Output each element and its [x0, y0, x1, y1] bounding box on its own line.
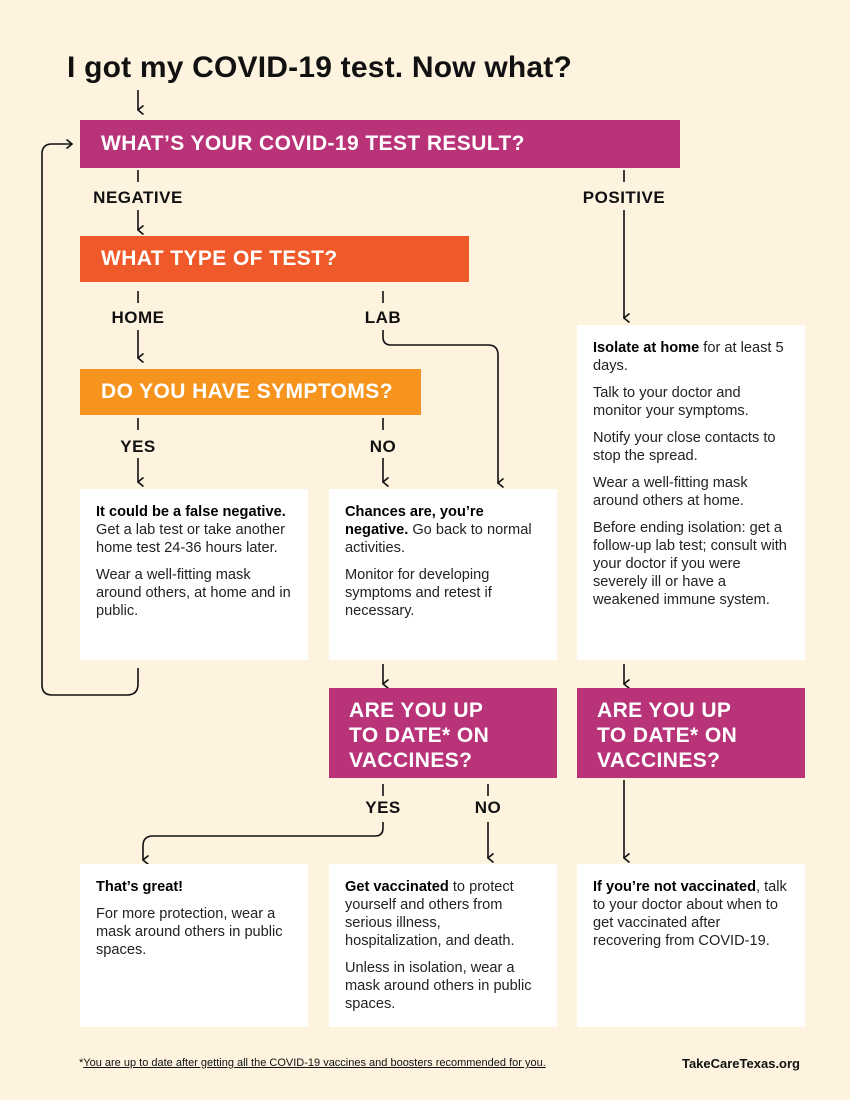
question-vaccines-left-line1: ARE YOU UP	[349, 699, 484, 722]
get-vaccinated-text: to protect yourself and others from serious illness, hospitalization, and death.	[345, 879, 515, 949]
question-test-type	[80, 236, 469, 282]
footnote	[79, 1057, 546, 1069]
positive-doctor: Talk to your doctor and monitor your symptoms.	[593, 385, 749, 419]
get-vaccinated-mask: Unless in isolation, wear a mask around others in public spaces.	[345, 960, 532, 1012]
positive-heading: Isolate at home	[593, 340, 700, 356]
false-negative-text: Get a lab test or take another home test 24-36 hours later.	[96, 522, 286, 556]
question-vaccines-left-line3: VACCINES?	[349, 749, 473, 772]
positive-mask: Wear a well-fitting mask around others at home.	[593, 475, 748, 509]
positive-ending-isolation: Before ending isolation: get a follow-up lab test; consult with your doctor if you were severely ill or have a weakened immune system.	[593, 520, 787, 608]
label-symptoms-yes: YES	[120, 437, 156, 456]
label-lab: LAB	[364, 308, 402, 327]
label-symptoms-no: NO	[369, 437, 397, 456]
box-great	[80, 864, 308, 1027]
not-vaccinated-heading: If you’re not vaccinated	[593, 879, 757, 895]
question-test-type-text: WHAT TYPE OF TEST?	[101, 247, 338, 270]
not-vaccinated-text: , talk to your doctor about when to get vaccinated after recovering from COVID-19.	[593, 879, 787, 949]
negative-heading: Chances are, you’re negative.	[345, 504, 484, 538]
website-link[interactable]: TakeCareTexas.org	[681, 1056, 800, 1071]
question-vaccines-right-line3: VACCINES?	[597, 749, 721, 772]
positive-contacts: Notify your close contacts to stop the spread.	[593, 430, 776, 464]
question-vaccines-right-line1: ARE YOU UP	[597, 699, 732, 722]
negative-monitor: Monitor for developing symptoms and retest if necessary.	[345, 567, 492, 619]
label-vaccines-yes: YES	[365, 798, 401, 817]
label-vaccines-no: NO	[474, 798, 502, 817]
get-vaccinated-heading: Get vaccinated	[345, 879, 449, 895]
positive-text: for at least 5 days.	[593, 340, 784, 374]
question-vaccines-left	[329, 688, 557, 778]
label-negative: NEGATIVE	[93, 188, 183, 207]
question-test-result-text: WHAT’S YOUR COVID-19 TEST RESULT?	[101, 132, 525, 155]
false-negative-mask: Wear a well-fitting mask around others, at home and in public.	[96, 567, 291, 619]
great-text: For more protection, wear a mask around others in public spaces.	[96, 906, 283, 958]
box-negative	[329, 489, 557, 660]
question-vaccines-right	[577, 688, 805, 778]
question-vaccines-right-line2: TO DATE* ON	[597, 724, 738, 747]
false-negative-heading: It could be a false negative.	[96, 504, 286, 520]
box-positive	[577, 325, 805, 660]
box-not-vaccinated	[577, 864, 805, 1027]
box-get-vaccinated	[329, 864, 557, 1027]
label-positive: POSITIVE	[582, 188, 666, 207]
negative-text: Go back to normal activities.	[345, 522, 532, 556]
page-title: I got my COVID-19 test. Now what?	[67, 51, 572, 84]
footnote-star: *	[79, 1057, 84, 1069]
question-vaccines-left-line2: TO DATE* ON	[349, 724, 490, 747]
great-heading: That’s great!	[96, 879, 184, 895]
question-test-result	[80, 120, 680, 168]
arrow-yes-to-great	[143, 822, 383, 860]
footnote-text: You are up to date after getting all the COVID-19 vaccines and boosters recommended for you.	[83, 1057, 546, 1069]
label-home: HOME	[111, 308, 165, 327]
box-false-negative	[80, 489, 308, 660]
question-symptoms	[80, 369, 421, 415]
question-symptoms-text: DO YOU HAVE SYMPTOMS?	[101, 380, 393, 403]
